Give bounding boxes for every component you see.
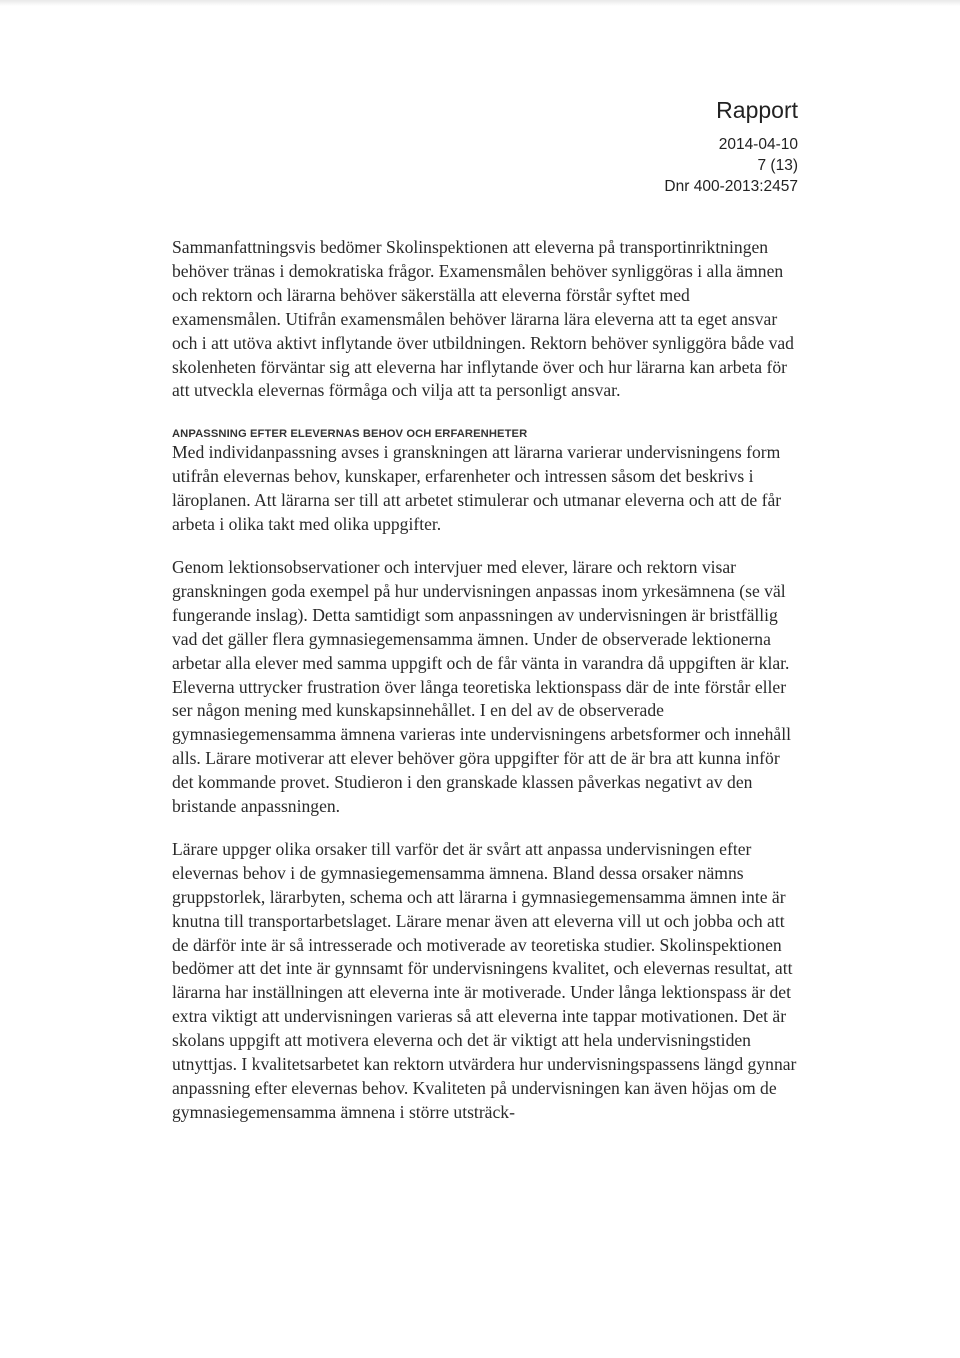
scan-edge bbox=[0, 0, 960, 6]
document-date: 2014-04-10 bbox=[718, 136, 798, 153]
paragraph-teacher-reasons: Lärare uppger olika orsaker till varför det är svårt att anpassa undervisningen efter elevernas behov i de gymnasiegemensamma ämnena. Bland dessa orsaker nämns gruppstorlek, lärarbyten, schema och att lärarna i gymnasiegemensamma ämnen inte är knutna till transportarbetslaget. Lärare menar även att eleverna vill ut och jobba och att de därför inte är så intresserade och motiverade av teoretiska studier. Skolinspektionen bedömer att det inte är gynnsamt för undervisningens kvalitet, och elevernas resultat, att lärarna har inställningen att eleverna inte är motiverade. Under långa lektionspass är det extra viktigt att undervisningen varieras så att eleverna inte tappar motivationen. Det är skolans uppgift att motivera eleverna och det är viktigt att hela undervisningstiden utnyttjas. I kvalitetsarbetet kan rektorn utvärdera hur undervisningspassens längd gynnar anpassning efter elevernas behov. Kvaliteten på undervisningen kan även höjas om de gymnasiegemensamma ämnena i större utsträck- bbox=[172, 838, 797, 1122]
page-number: 7 (13) bbox=[757, 157, 798, 174]
document-type: Rapport bbox=[716, 97, 798, 123]
paragraph-individualization: Med individanpassning avses i granskningen att lärarna varierar undervisningens form utifrån elevernas behov, kunskaper, erfarenheter och intressen såsom det beskrivs i läroplanen. Att lärarna ser till att arbetet stimulerar och utmanar eleverna och att de får arbeta i olika takt med olika uppgifter. bbox=[172, 442, 782, 535]
document-header bbox=[664, 96, 798, 197]
document-body bbox=[172, 236, 797, 1144]
section-heading: ANPASSNING EFTER ELEVERNAS BEHOV OCH ERFARENHETER bbox=[172, 428, 528, 441]
diary-number: Dnr 400-2013:2457 bbox=[664, 178, 798, 195]
paragraph-observations: Genom lektionsobservationer och intervjuer med elever, lärare och rektorn visar granskningen goda exempel på hur undervisningen anpassas inom yrkesämnena (se väl fungerande inslag). Detta samtidigt som anpassningen av undervisningen är bristfällig vad det gäller flera gymnasiegemensamma ämnen. Under de observerade lektionerna arbetar alla elever med samma uppgift och de får vänta in varandra då uppgiften är klar. Eleverna uttrycker frustration över långa teoretiska lektionspass där de inte förstår eller ser någon mening med kunskapsinnehållet. I en del av de observerade gymnasiegemensamma ämnena varieras inte undervisningens arbetsformer och innehåll alls. Lärare motiverar att elever behöver göra uppgifter för att de är bra att kunna inför det kommande provet. Studieron i den granskade klassen påverkas negativt av den bristande anpassningen. bbox=[172, 556, 791, 817]
paragraph-summary: Sammanfattningsvis bedömer Skolinspektionen att eleverna på transportinriktningen behöver tränas i demokratiska frågor. Examensmålen behöver synliggöras i alla ämnen och rektorn och lärarna behöver säkerställa att eleverna förstår syftet med examensmålen. Utifrån examensmålen behöver lärarna lära eleverna att ta eget ansvar och i att utöva aktivt inflytande över utbildningen. Rektorn behöver synliggöra både vad skolenheten förväntar sig att eleverna har inflytande över och hur lärarna kan arbeta för att utveckla elevernas förmåga och vilja att ta personligt ansvar. bbox=[172, 237, 794, 401]
